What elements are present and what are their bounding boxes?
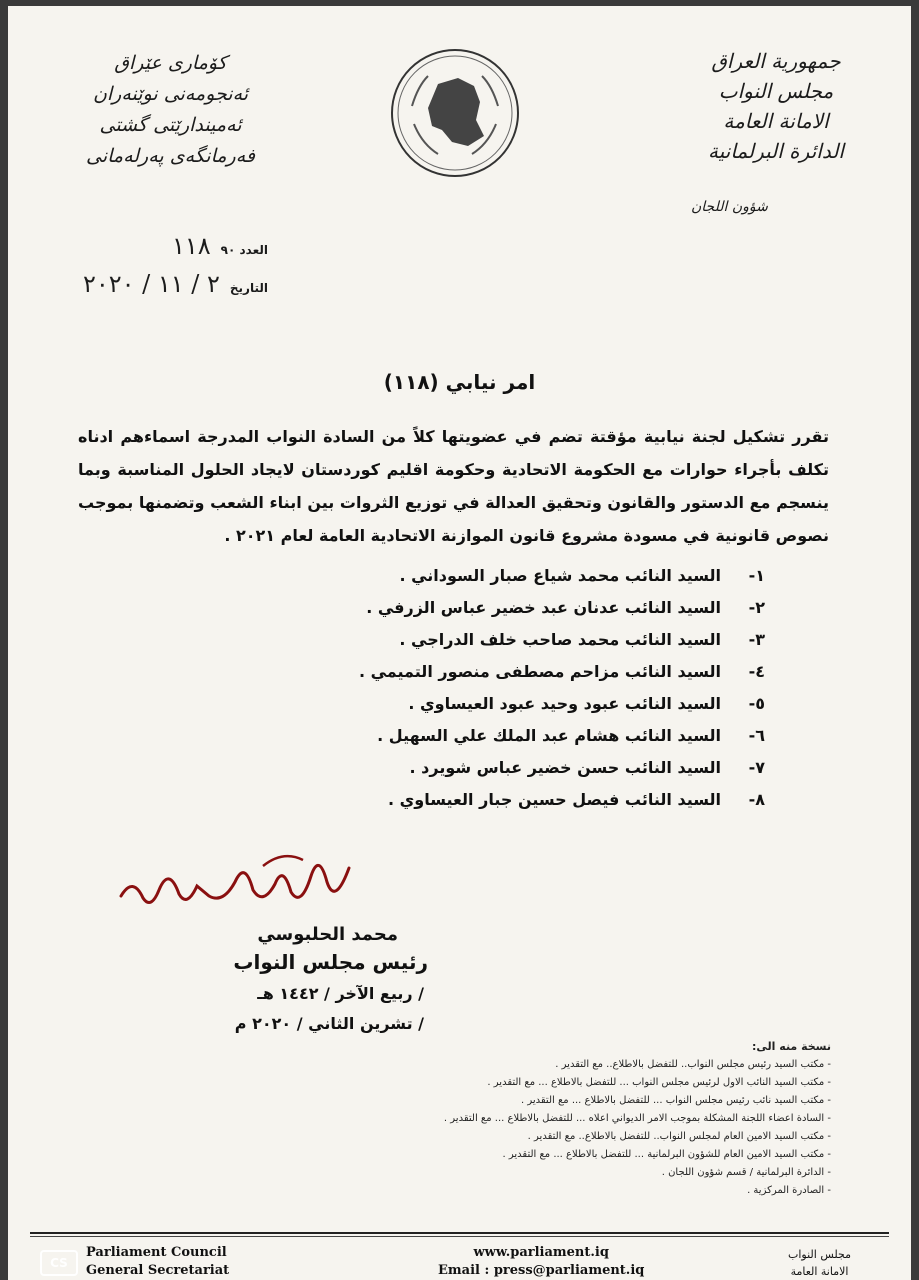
document-page (8, 6, 911, 1280)
footer-arabic (788, 1246, 851, 1280)
signature-block (128, 924, 428, 1039)
reference-number-row (48, 232, 268, 270)
handwritten-signature (113, 846, 363, 936)
footer-divider (30, 1236, 889, 1237)
document-reference (48, 232, 268, 308)
list-item (245, 694, 765, 726)
iraq-emblem-icon (388, 46, 522, 180)
reference-date-label: التاريخ (229, 281, 268, 295)
item-number: ٤- (748, 662, 765, 681)
list-item (245, 758, 765, 790)
footer-en-line: General Secretariat (86, 1263, 230, 1278)
list-item: - مكتب السيد نائب رئيس مجلس النواب ... للتفضل بالاطلاع ... مع التقدير . (520, 1095, 831, 1106)
header-line: كۆماری عێراق (114, 52, 227, 74)
member-name: السيد النائب فيصل حسين جبار العيساوي . (387, 790, 721, 809)
list-item (245, 726, 765, 758)
header-kurdish-ministry (63, 48, 278, 172)
gregorian-date: / تشرين الثاني / ٢٠٢٠ م (234, 1014, 424, 1033)
copies-list (298, 1038, 831, 1200)
order-body: تقرر تشكيل لجنة نيابية مؤقتة تضم في عضويتها كلاً من السادة النواب المدرجة اسماءهم ادناه تكلف بأجراء حوارات مع الحكومة الاتحادية وحكومة اقليم كوردستان لايجاد الحلول المناسبة وبما ينسجم مع الدستور والقانون وتحقيق العدالة في توزيع الثروات بين ابناء الشعب وتضمنها بموجب نصوص قانونية في مسودة مشروع قانون الموازنة الاتحادية العامة لعام ٢٠٢١ . (78, 427, 829, 545)
list-item (245, 598, 765, 630)
list-item (245, 790, 765, 822)
department-label: شؤون اللجان (691, 199, 768, 215)
member-name: السيد النائب محمد شياع صبار السوداني . (399, 566, 721, 585)
footer-ar-line: الامانة العامة (790, 1265, 849, 1278)
header-line: ئەمیندارێتی گشتی (99, 114, 242, 136)
footer-divider (30, 1232, 889, 1234)
header-line: ئەنجومەنی نوێنەران (92, 83, 249, 105)
item-number: ٢- (748, 598, 765, 617)
list-item: - مكتب السيد رئيس مجلس النواب.. للتفضل بالاطلاع.. مع التقدير . (555, 1059, 831, 1070)
header-line: الدائرة البرلمانية (708, 139, 844, 163)
hijri-date: / ربيع الآخر / ١٤٤٢ هـ (257, 984, 424, 1003)
item-number: ٣- (748, 630, 765, 649)
member-name: السيد النائب عدنان عبد خضير عباس الزرفي . (366, 598, 721, 617)
list-item: - السادة اعضاء اللجنة المشكلة بموجب الامر الديواني اعلاه ... للتفضل بالاطلاع ... مع التقدير . (443, 1113, 831, 1124)
item-number: ٧- (748, 758, 765, 777)
header-line: مجلس النواب (718, 79, 834, 103)
list-item (245, 566, 765, 598)
member-name: السيد النائب حسن خضير عباس شويرد . (409, 758, 721, 777)
footer-english (86, 1244, 229, 1280)
member-name: السيد النائب هشام عبد الملك علي السهيل . (377, 726, 721, 745)
member-name: السيد النائب محمد صاحب خلف الدراجي . (399, 630, 721, 649)
list-item: - مكتب السيد النائب الاول لرئيس مجلس النواب ... للتفضل بالاطلاع ... مع التقدير . (487, 1077, 831, 1088)
list-item: - مكتب السيد الامين العام للشؤون البرلمانية ... للتفضل بالاطلاع ... مع التقدير . (502, 1149, 831, 1160)
item-number: ٥- (748, 694, 765, 713)
reference-date-row (48, 270, 268, 308)
item-number: ١- (748, 566, 765, 585)
list-item: - الصادرة المركزية . (747, 1185, 831, 1196)
footer-ar-line: مجلس النواب (788, 1248, 851, 1261)
member-name: السيد النائب عبود وحيد عبود العيساوي . (408, 694, 721, 713)
member-name: السيد النائب مزاحم مصطفى منصور التميمي . (358, 662, 721, 681)
signer-title: رئيس مجلس النواب (233, 950, 428, 974)
header-line: الامانة العامة (723, 109, 829, 133)
scanner-badge: CS (40, 1250, 78, 1276)
signer-name: محمد الحلبوسي (257, 924, 398, 945)
header-line: فەرمانگەی پەرلەمانی (85, 145, 255, 167)
footer-en-line: Parliament Council (86, 1245, 227, 1260)
member-list (245, 566, 765, 822)
item-number: ٨- (748, 790, 765, 809)
footer-email: Email : press@parliament.iq (438, 1263, 645, 1278)
document-title: امر نيابي (١١٨) (383, 370, 536, 394)
reference-number: ١١٨ (172, 232, 211, 260)
reference-date: ٢ / ١١ / ٢٠٢٠ (82, 270, 220, 298)
footer-website: www.parliament.iq (473, 1245, 609, 1260)
item-number: ٦- (748, 726, 765, 745)
footer-contact (438, 1244, 644, 1280)
header-line: جمهورية العراق (711, 49, 841, 73)
copies-heading: نسخة منه الى: (752, 1040, 831, 1053)
reference-number-label: العدد ٩٠ (220, 243, 268, 257)
list-item (245, 630, 765, 662)
header-arabic-ministry (681, 46, 871, 222)
list-item: - الدائرة البرلمانية / قسم شؤون اللجان . (661, 1167, 831, 1178)
list-item (245, 662, 765, 694)
list-item: - مكتب السيد الامين العام لمجلس النواب.. للتفضل بالاطلاع.. مع التقدير . (527, 1131, 831, 1142)
